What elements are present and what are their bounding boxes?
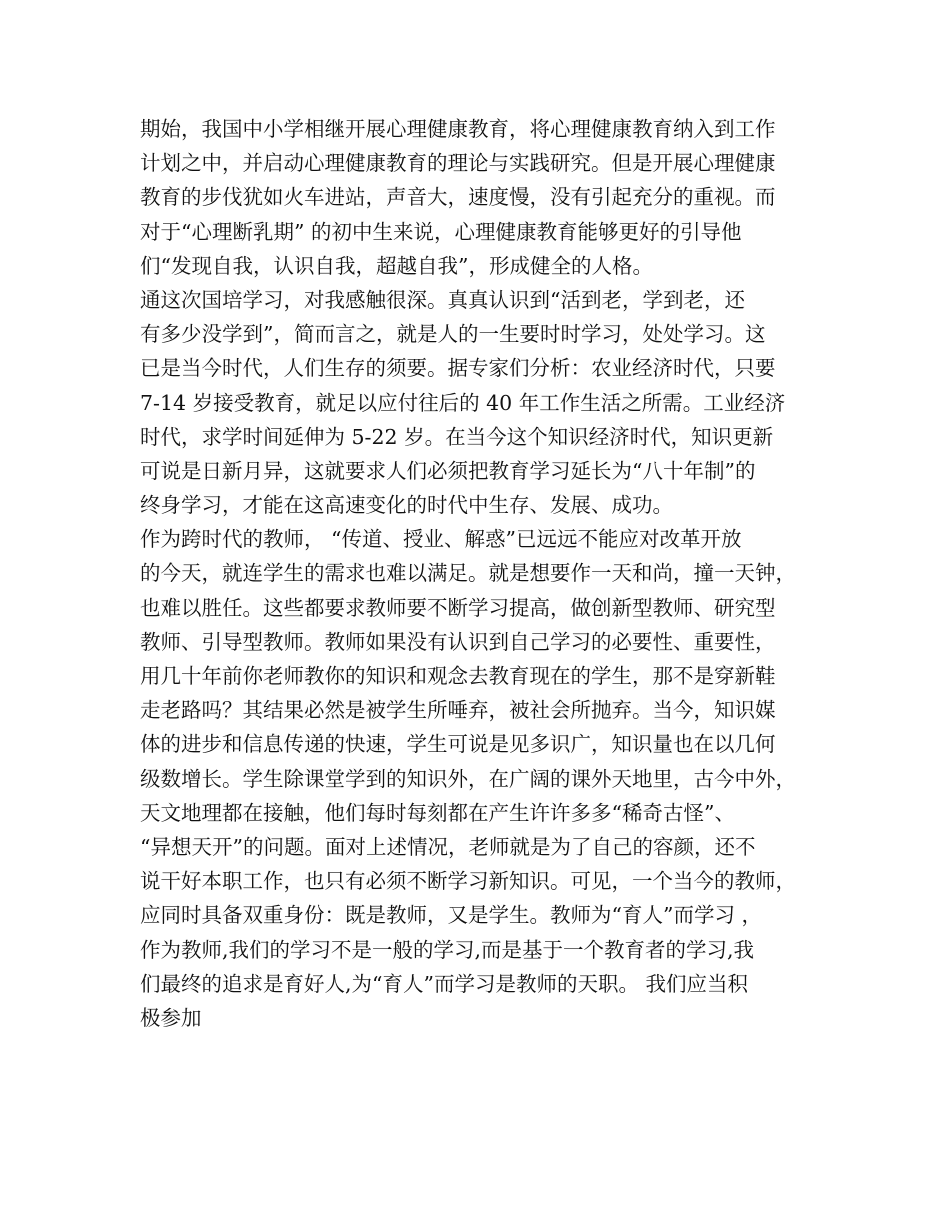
text-line: 对于“心理断乳期” 的初中生来说，心理健康教育能够更好的引导他 bbox=[140, 219, 742, 244]
text-line: 也难以胜任。这些都要求教师要不断学习提高，做创新型教师、研究型 bbox=[140, 595, 776, 620]
body-text bbox=[140, 112, 820, 1035]
text-line: 们“发现自我，认识自我，超越自我”，形成健全的人格。 bbox=[140, 253, 653, 278]
text-line: 终身学习，才能在这高速变化的时代中生存、发展、成功。 bbox=[140, 493, 673, 518]
text-line: 体的进步和信息传递的快速，学生可说是见多识广，知识量也在以几何 bbox=[140, 732, 776, 757]
text-line: 说干好本职工作，也只有必须不断学习新知识。可见，一个当今的教师， bbox=[140, 869, 796, 894]
text-line: 期始，我国中小学相继开展心理健康教育，将心理健康教育纳入到工作 bbox=[140, 117, 776, 141]
text-line: 极参加 bbox=[140, 1005, 202, 1030]
text-line: “异想天开”的问题。面对上述情况，老师就是为了自己的容颜，还不 bbox=[140, 834, 756, 859]
text-line: 已是当今时代，人们生存的须要。据专家们分析：农业经济时代，只要 bbox=[140, 356, 776, 381]
text-line: 有多少没学到”，简而言之，就是人的一生要时时学习，处处学习。这 bbox=[140, 322, 766, 347]
text-line: 通这次国培学习，对我感触很深。真真认识到“活到老，学到老，还 bbox=[140, 287, 745, 312]
text-line: 走老路吗？其结果必然是被学生所唾弃，被社会所抛弃。当今，知识媒 bbox=[140, 698, 776, 723]
text-line: 应同时具备双重身份：既是教师，又是学生。教师为“育人”而学习 ， bbox=[140, 903, 762, 928]
text-line: 教师、引导型教师。教师如果没有认识到自己学习的必要性、重要性， bbox=[140, 629, 776, 654]
text-line: 们最终的追求是育好人,为“育人”而学习是教师的天职。 我们应当积 bbox=[140, 971, 748, 996]
text-line: 7-14 岁接受教育，就足以应付往后的 40 年工作生活之所需。工业经济 bbox=[140, 390, 786, 415]
text-line: 可说是日新月异，这就要求人们必须把教育学习延长为“八十年制”的 bbox=[140, 458, 756, 483]
text-line: 作为教师,我们的学习不是一般的学习,而是基于一个教育者的学习,我 bbox=[140, 937, 755, 962]
text-line: 天文地理都在接触，他们每时每刻都在产生许许多多“稀奇古怪”、 bbox=[140, 800, 735, 825]
text-line: 教育的步伐犹如火车进站，声音大，速度慢，没有引起充分的重视。而 bbox=[140, 185, 776, 210]
text-line: 级数增长。学生除课堂学到的知识外，在广阔的课外天地里，古今中外， bbox=[140, 766, 796, 791]
text-line: 时代，求学时间延伸为 5-22 岁。在当今这个知识经济时代，知识更新 bbox=[140, 424, 774, 449]
text-line: 用几十年前你老师教你的知识和观念去教育现在的学生，那不是穿新鞋 bbox=[140, 664, 776, 688]
text-line: 计划之中，并启动心理健康教育的理论与实践研究。但是开展心理健康 bbox=[140, 151, 776, 176]
text-line: 的今天，就连学生的需求也难以满足。就是想要作一天和尚，撞一天钟， bbox=[140, 561, 796, 586]
text-line: 作为跨时代的教师， “传道、授业、解惑”已远远不能应对改革开放 bbox=[140, 527, 742, 552]
